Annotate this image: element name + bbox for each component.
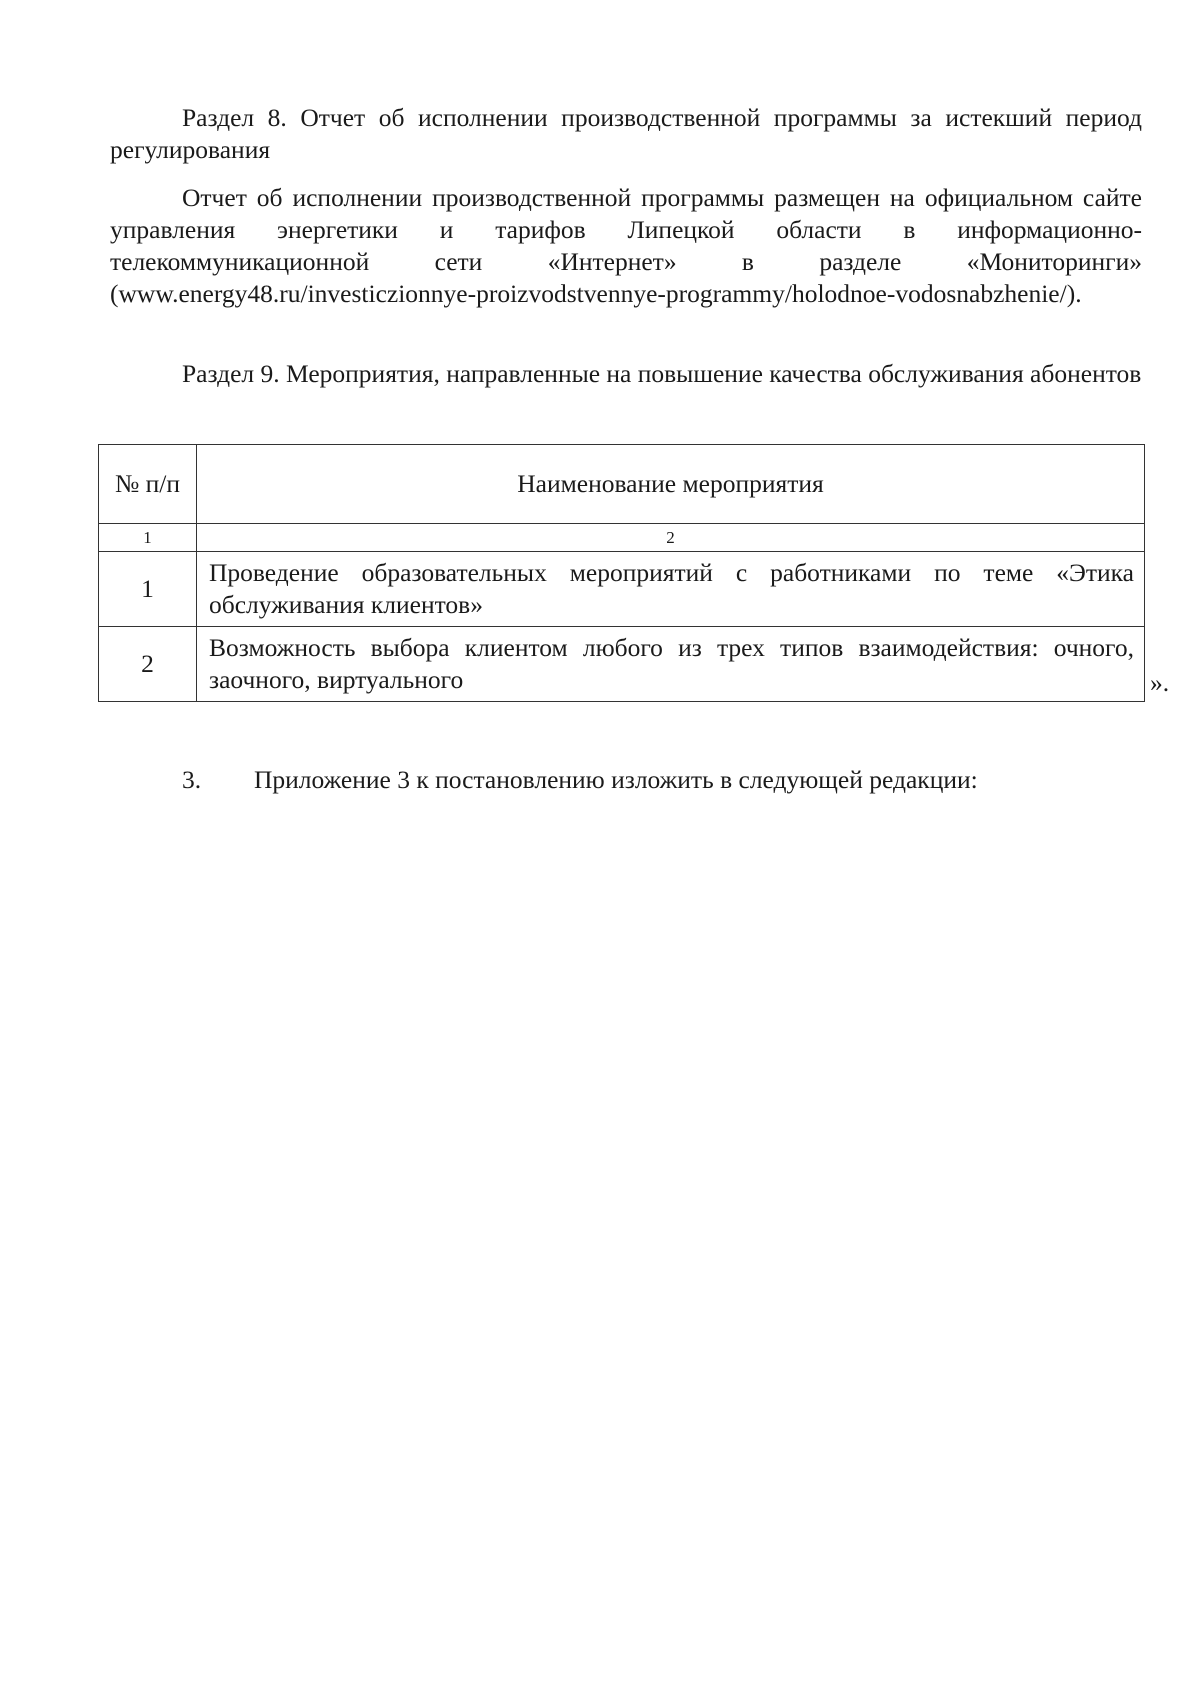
- closing-quote: ».: [1150, 668, 1170, 697]
- row-number: 1: [99, 552, 197, 627]
- row-measure-name: Возможность выбора клиентом любого из трех типов взаимодействия: очного, заочного, виртуального: [197, 627, 1145, 702]
- section-8-heading-block: [110, 102, 1142, 166]
- row-number: 2: [99, 627, 197, 702]
- section-8-body: Отчет об исполнении производственной программы размещен на официальном сайте управления энергетики и тарифов Липецкой области в информационно-телекоммуникационной сети «Интернет» в разделе «Мониторинги» (www.energy48.ru/investiczionnye-proizvodstvennye-programmy/holodnoe-vodosnabzhenie/).: [110, 183, 1142, 308]
- table-header-row: [99, 445, 1145, 524]
- measures-table-wrapper: [98, 444, 1144, 702]
- header-cell-number: № п/п: [99, 445, 197, 524]
- header-cell-name: Наименование мероприятия: [197, 445, 1145, 524]
- table-column-number-row: [99, 524, 1145, 552]
- item-3-text: Приложение 3 к постановлению изложить в следующей редакции:: [254, 765, 978, 794]
- section-9-heading: Раздел 9. Мероприятия, направленные на повышение качества обслуживания абонентов: [182, 359, 1142, 388]
- measures-table: [98, 444, 1145, 702]
- column-number-1: 1: [99, 524, 197, 552]
- table-row: [99, 552, 1145, 627]
- section-9-heading-block: [110, 358, 1142, 390]
- item-3-paragraph: [182, 764, 978, 796]
- section-8-body-block: [110, 182, 1142, 310]
- column-number-2: 2: [197, 524, 1145, 552]
- section-8-heading: Раздел 8. Отчет об исполнении производственной программы за истекший период регулирования: [110, 103, 1142, 164]
- item-3-number: 3.: [182, 765, 202, 794]
- row-measure-name: Проведение образовательных мероприятий с работниками по теме «Этика обслуживания клиентов»: [197, 552, 1145, 627]
- table-row: [99, 627, 1145, 702]
